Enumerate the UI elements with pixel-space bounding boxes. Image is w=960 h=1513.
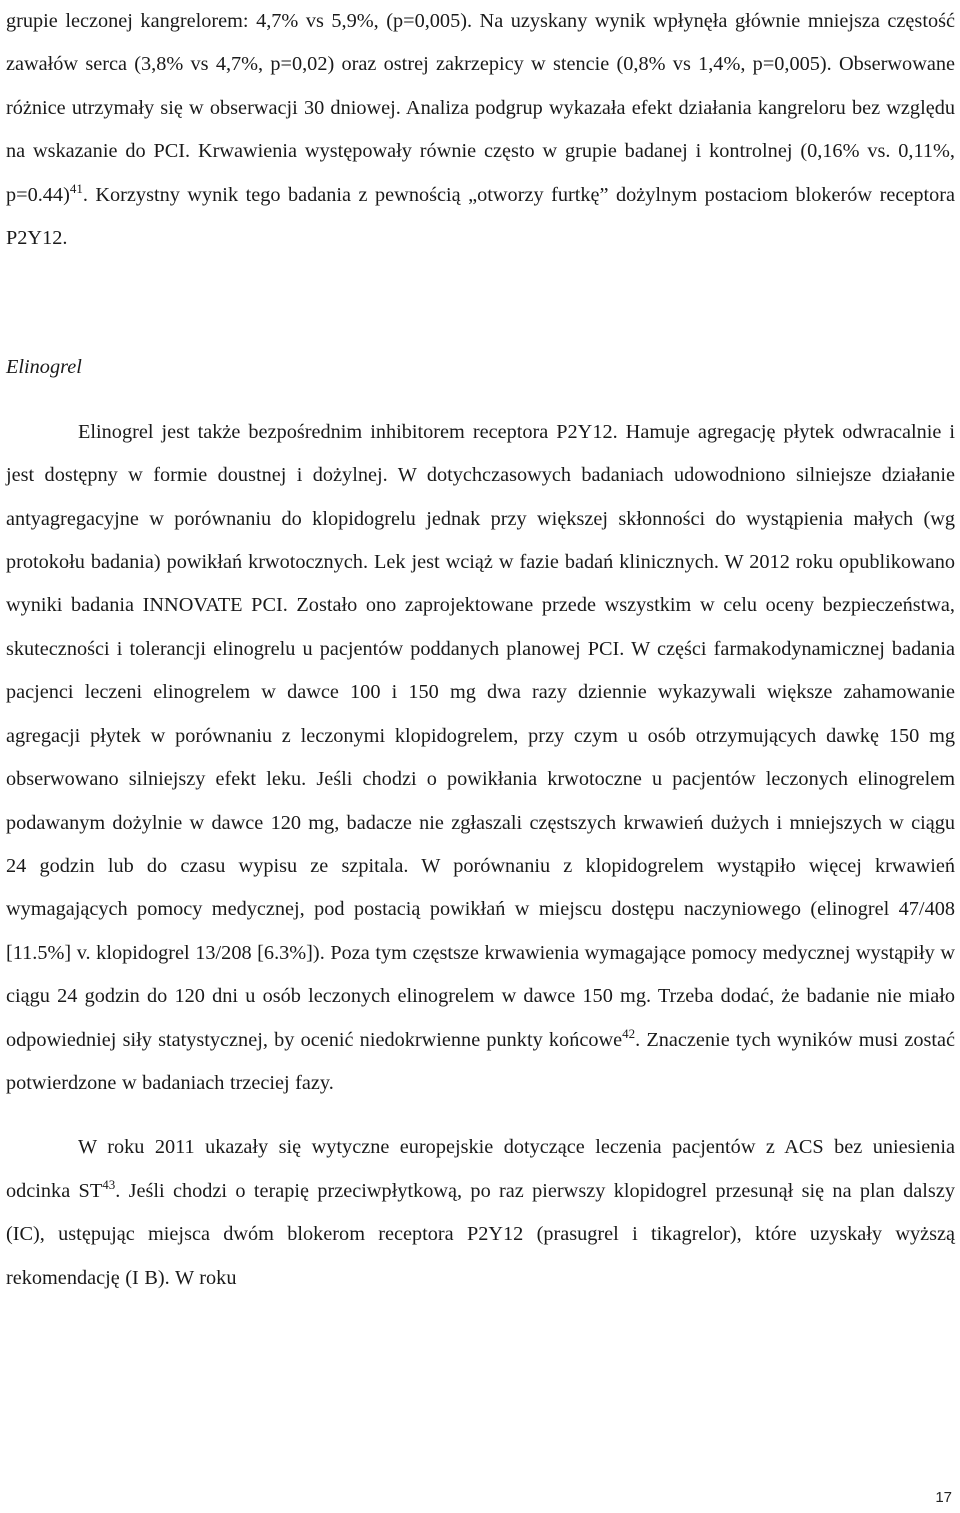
section-spacer [6, 260, 955, 346]
paragraph-elinogrel [6, 411, 955, 1106]
paragraph-text: . Jeśli chodzi o terapię przeciwpłytkową, po raz pierwszy klopidogrel przesunął się na plan dalszy (IC), ustępując miejsca dwóm blokerom receptora P2Y12 (prasugrel i tikagrelor), które uzyskały wyższą rekomendację (I B). W roku [6, 1179, 955, 1289]
section-spacer [6, 390, 955, 411]
paragraph-text: . Znaczenie tych wyników musi zostać potwierdzone w badaniach trzeciej fazy. [6, 1028, 955, 1094]
footnote-reference: 41 [69, 180, 83, 196]
paragraph-text: Elinogrel jest także bezpośrednim inhibitorem receptora P2Y12. Hamuje agregację płytek odwracalnie i jest dostępny w formie doustnej i dożylnej. W dotychczasowych badaniach udowodniono silniejsze działanie antyagregacyjne w porównaniu do klopidogrelu jednak przy większej skłonności do wystąpienia małych (wg protokołu badania) powikłań krwotocznych. Lek jest wciąż w fazie badań klinicznych. W 2012 roku opublikowano wyniki badania INNOVATE PCI. Zostało ono zaprojektowane przede wszystkim w celu oceny bezpieczeństwa, skuteczności i tolerancji elinogrelu u pacjentów poddanych planowej PCI. W części farmakodynamicznej badania pacjenci leczeni elinogrelem w dawce 100 i 150 mg dwa razy dziennie wykazywali większe zahamowanie agregacji płytek w porównaniu z leczonymi klopidogrelem, przy czym u osób otrzymujących dawkę 150 mg obserwowano silniejszy efekt leku. Jeśli chodzi o powikłania krwotoczne u pacjentów leczonych elinogrelem podawanym dożylnie w dawce 120 mg, badacze nie zgłaszali częstszych krwawień dużych i mniejszych w ciągu 24 godzin lub do czasu wypisu ze szpitala. W porównaniu z klopidogrelem wystąpiło więcej krwawień wymagających pomocy medycznej, pod postacią powikłań w miejscu dostępu naczyniowego (elinogrel 47/408 [11.5%] v. klopidogrel 13/208 [6.3%]). Poza tym częstsze krwawienia wymagające pomocy medycznej wystąpiły w ciągu 24 godzin do 120 dni u osób leczonych elinogrelem w dawce 150 mg. Trzeba dodać, że badanie nie miało odpowiedniej siły statystycznej, by ocenić niedokrwienne punkty końcowe [6, 420, 955, 1051]
paragraph-guidelines [6, 1126, 955, 1300]
footnote-reference: 43 [102, 1176, 116, 1192]
footnote-reference: 42 [622, 1025, 636, 1041]
section-spacer [6, 1105, 955, 1126]
section-heading: Elinogrel [6, 356, 82, 379]
page-number: 17 [935, 1489, 952, 1506]
paragraph-text: W roku 2011 ukazały się wytyczne europejskie dotyczące leczenia pacjentów z ACS bez uniesienia odcinka ST [6, 1136, 955, 1202]
paragraph-text: grupie leczonej kangrelorem: 4,7% vs 5,9%, (p=0,005). Na uzyskany wynik wpłynęła głównie mniejsza częstość zawałów serca (3,8% vs 4,7%, p=0,02) oraz ostrej zakrzepicy w stencie (0,8% vs 1,4%, p=0,005). Obserwowane różnice utrzymały się w obserwacji 30 dniowej. Analiza podgrup wykazała efekt działania kangreloru bez względu na wskazanie do PCI. Krwawienia występowały równie często w grupie badanej i kontrolnej (0,16% vs. 0,11%, p=0.44) [6, 10, 955, 206]
paragraph-text: . Korzystny wynik tego badania z pewnością „otworzy furtkę” dożylnym postaciom blokerów receptora P2Y12. [6, 183, 955, 250]
document-page [6, 0, 955, 1300]
paragraph-cangrelor-results [6, 0, 955, 260]
